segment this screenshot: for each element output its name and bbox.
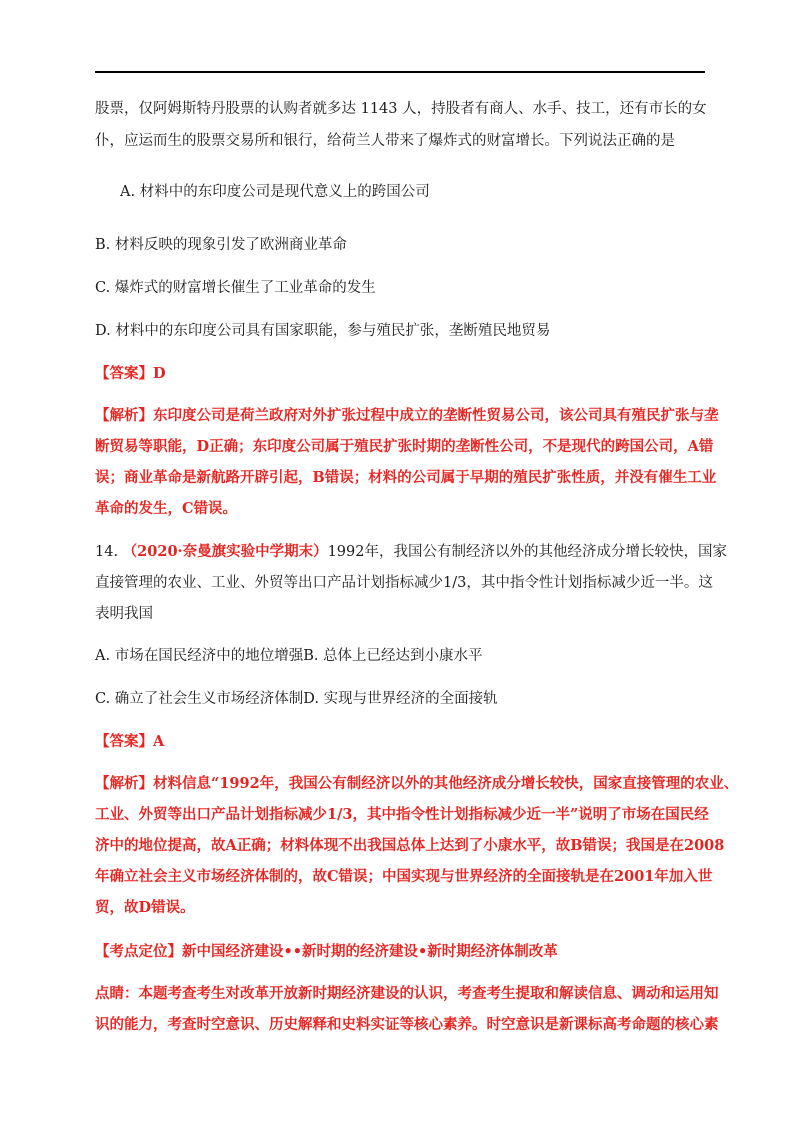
header-rule [95,71,705,73]
q14-number: 14. [95,544,119,560]
q13-option-a: A. 材料中的东印度公司是现代意义上的跨国公司 [120,184,430,200]
q13-analysis-line-1: 【解析】东印度公司是荷兰政府对外扩张过程中成立的垄断性贸易公司，该公司具有殖民扩张与垄 [95,407,719,424]
q13-analysis-line-3: 误；商业革命是新航路开辟引起，B错误；材料的公司属于早期的殖民扩张性质，并没有催生工业 [95,469,717,486]
q13-analysis-line-4: 革命的发生，C错误。 [95,500,238,517]
q14-options-row-1: A. 市场在国民经济中的地位增强B. 总体上已经达到小康水平 [95,648,483,664]
q14-analysis-line-5: 贸，故D错误。 [95,899,195,916]
q14-stem-first: 1992年，我国公有制经济以外的其他经济成分增长较快，国家 [327,544,727,560]
q14-stem-line-2: 直接管理的农业、工业、外贸等出口产品计划指标减少1/3，其中指令性计划指标减少近一半。这 [95,575,713,591]
q13-stem-line-2: 仆，应运而生的股票交易所和银行，给荷兰人带来了爆炸式的财富增长。下列说法正确的是 [95,133,675,149]
q13-answer: 【答案】D [95,365,166,382]
q14-analysis-line-2: 工业、外贸等出口产品计划指标减少1/3，其中指令性计划指标减少近一半”说明了市场在国民经 [95,806,709,823]
q14-answer: 【答案】A [95,733,165,750]
q14-dianjing-line-2: 识的能力，考查时空意识、历史解释和史料实证等核心素养。时空意识是新课标高考命题的核心素 [95,1016,719,1033]
q14-analysis-line-4: 年确立社会主义市场经济体制的，故C错误；中国实现与世界经济的全面接轨是在2001年加入世 [95,868,713,885]
q14-stem-line-1 [95,542,727,562]
q13-option-d: D. 材料中的东印度公司具有国家职能，参与殖民扩张，垄断殖民地贸易 [95,323,551,339]
q14-analysis-line-3: 济中的地位提高，故A正确；材料体现不出我国总体上达到了小康水平，故B错误；我国是在2008 [95,837,725,854]
q13-analysis-line-2: 断贸易等职能，D正确；东印度公司属于殖民扩张时期的垄断性公司，不是现代的跨国公司，A错 [95,438,714,455]
q14-options-row-2: C. 确立了社会生义市场经济体制D. 实现与世界经济的全面接轨 [95,691,498,707]
q13-option-b: B. 材料反映的现象引发了欧洲商业革命 [95,237,347,253]
q14-stem-line-3: 表明我国 [95,606,153,622]
q13-stem-line-1: 股票，仅阿姆斯特丹股票的认购者就多达 1143 人，持股者有商人、水手、技工，还有市长的女 [95,101,707,117]
q14-dianjing-line-1: 点睛：本题考查考生对改革开放新时期经济建设的认识，考查考生提取和解读信息、调动和运用知 [95,985,719,1002]
q14-kaodian: 【考点定位】新中国经济建设••新时期的经济建设•新时期经济体制改革 [95,943,558,960]
q14-source: （2020·奈曼旗实验中学期末） [122,543,328,560]
q14-analysis-line-1: 【解析】材料信息“1992年，我国公有制经济以外的其他经济成分增长较快，国家直接管理的农业、 [95,775,739,792]
q13-option-c: C. 爆炸式的财富增长催生了工业革命的发生 [95,280,376,296]
